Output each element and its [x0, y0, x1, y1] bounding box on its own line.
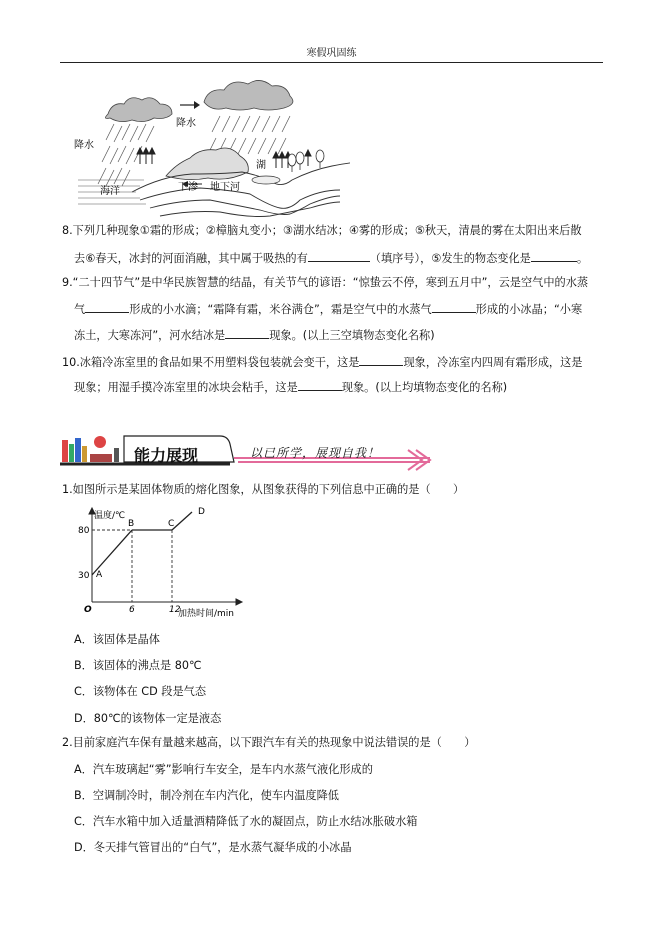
label-rain-left: 降水 [74, 140, 94, 151]
page-header: 寒假巩固练 [306, 48, 357, 59]
q9-text-a: 气 [74, 303, 86, 316]
mc2-option-c[interactable]: C．汽车水箱中加入适量酒精降低了水的凝固点，防止水结冰胀破水箱 [74, 815, 418, 828]
label-lake: 湖 [256, 160, 266, 171]
point-label: B [128, 519, 135, 529]
q10-line1 [62, 353, 583, 371]
chart-axes [89, 508, 242, 605]
chart-series [92, 512, 192, 575]
q8-line1: 8.下列几种现象①霜的形成；②樟脑丸变小；③湖水结冰；④雾的形成；⑤秋天，清晨的雾在太阳出来后散 [62, 224, 582, 237]
label-ocean: 海洋 [100, 186, 120, 197]
q9-blank-1[interactable] [85, 300, 129, 313]
mc1-option-c[interactable]: C．该物体在 CD 段是气态 [74, 685, 207, 698]
cloud-right [204, 80, 293, 110]
label-infiltrate: 下渗 [178, 182, 198, 193]
q9-text-e: 现象。(以上三空填物态变化名称) [269, 329, 435, 342]
mc1-stem: 1.如图所示是某固体物质的熔化图象，从图象获得的下列信息中正确的是（ ） [62, 483, 465, 496]
q9-blank-3[interactable] [225, 326, 269, 339]
wind-arrow-icon [180, 101, 200, 109]
x-tick-label: 12 [169, 605, 181, 615]
mountain [166, 148, 248, 180]
chart-ylabel: 温度/℃ [94, 511, 126, 521]
q9-line3 [74, 326, 435, 344]
q9-line2 [74, 300, 582, 318]
q9-text-d: 冻土，大寒冻河”，河水结冰是 [74, 329, 226, 342]
q10-text-a: 10.冰箱冷冻室里的食品如果不用塑料袋包装就会变干，这是 [62, 356, 360, 369]
q8-text-a: 去⑥春天，冰封的河面消融，其中属于吸热的有 [74, 252, 308, 265]
chart-segment [92, 530, 132, 575]
banner-title: 能力展现 [134, 446, 199, 465]
mc1-option-b[interactable]: B．该固体的沸点是 80℃ [74, 659, 202, 672]
chart-guides [92, 530, 172, 602]
q8-text-b: （填序号），⑤发生的物态变化是 [369, 252, 531, 265]
header-divider [60, 62, 603, 63]
y-tick-label: 30 [78, 571, 90, 581]
mc1-option-d[interactable]: D．80℃的该物体一定是液态 [74, 712, 222, 725]
mc2-stem: 2.目前家庭汽车保有量越来越高，以下跟汽车有关的热现象中说法错误的是（ ） [62, 736, 476, 749]
melting-chart [70, 506, 250, 618]
mc2-option-b[interactable]: B．空调制冷时，制冷剂在车内汽化，使车内温度降低 [74, 789, 339, 802]
q10-text-d: 现象。(以上均填物态变化的名称) [341, 381, 508, 394]
x-tick-label: 6 [129, 605, 135, 615]
q8-text-c: 。 [576, 252, 589, 265]
q8-line2 [74, 249, 588, 267]
point-label: A [96, 570, 103, 580]
lake [252, 176, 280, 184]
label-rain-right: 降水 [176, 118, 196, 129]
q10-text-c: 现象；用湿手摸冷冻室里的冰块会粘手，这是 [74, 381, 298, 394]
q9-text-b: 形成的小水滴；“霜降有霜，米谷满仓”，霜是空气中的水蒸气 [129, 303, 432, 316]
q10-line2 [74, 378, 507, 396]
q10-text-b: 现象，冷冻室内四周有霜形成，这是 [403, 356, 583, 369]
q9-line1: 9.“二十四节气”是中华民族智慧的结晶，有关节气的谚语：“惊蛰云不停，寒到五月中”，云是空气中的水蒸 [62, 276, 589, 289]
mc2-option-d[interactable]: D．冬天排气管冒出的“白气”，是水蒸气凝华成的小冰晶 [74, 841, 352, 854]
point-label: D [198, 507, 205, 517]
q9-blank-2[interactable] [432, 300, 476, 313]
q10-blank-1[interactable] [359, 353, 403, 366]
point-label: C [168, 519, 175, 529]
q8-blank-1[interactable] [308, 249, 370, 262]
mc2-option-a[interactable]: A．汽车玻璃起“雾”影响行车安全，是车内水蒸气液化形成的 [74, 763, 373, 776]
books-icon [62, 436, 119, 462]
label-underground-river: 地下河 [210, 182, 240, 193]
chart-segment [172, 512, 192, 530]
cloud-left [105, 98, 172, 122]
y-tick-label: 80 [78, 526, 90, 536]
chart-xlabel: 加热时间/min [178, 609, 235, 618]
chart-origin-label: O [84, 605, 92, 615]
q10-blank-2[interactable] [298, 378, 342, 391]
q8-blank-2[interactable] [531, 249, 577, 262]
banner-slogan: 以已所学，展现自我！ [250, 446, 381, 460]
mc1-option-a[interactable]: A．该固体是晶体 [74, 633, 160, 646]
q9-text-c: 形成的小冰晶；“小寒 [475, 303, 583, 316]
water-cycle-diagram [70, 80, 350, 220]
